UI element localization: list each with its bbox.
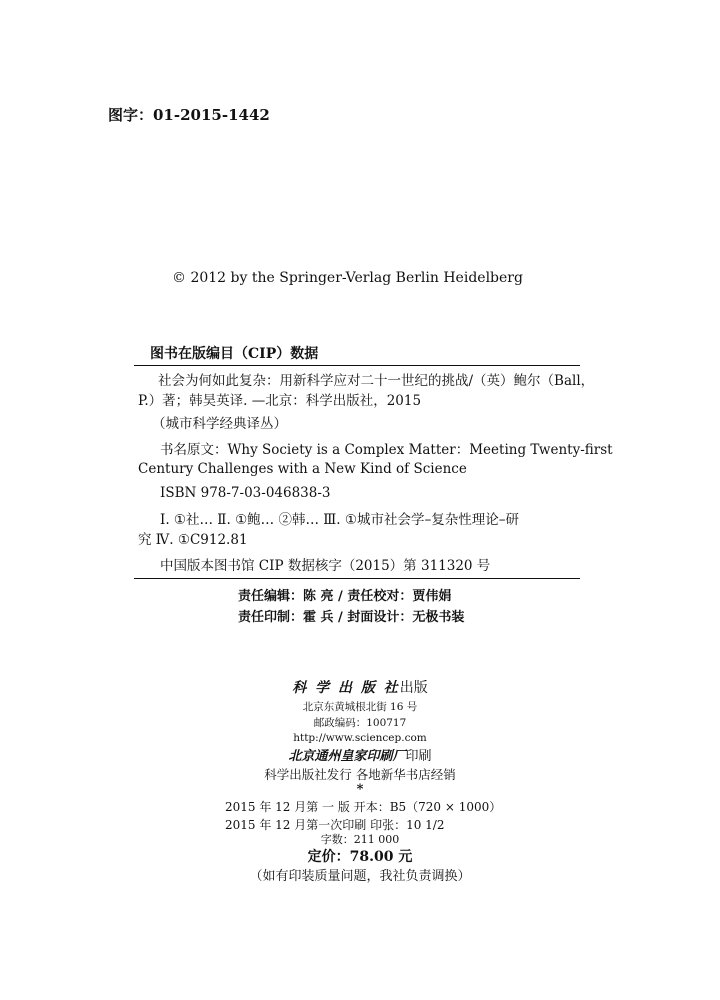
- publisher-name: 科 学 出 版 社: [292, 680, 400, 696]
- publisher-line: [0, 677, 720, 697]
- printer-suffix: 印刷: [405, 749, 432, 764]
- cip-data-number: 中国版本图书馆 CIP 数据核字（2015）第 311320 号: [160, 558, 491, 574]
- cip-isbn: ISBN 978-7-03-046838-3: [160, 485, 331, 501]
- printer-name: 北京通州皇家印刷厂: [288, 749, 406, 764]
- distribution-line: 科学出版社发行 各地新华书店经销: [264, 767, 456, 782]
- copyright-notice: © 2012 by the Springer-Verlag Berlin Heidelberg: [172, 270, 523, 286]
- credits-line2: 责任印制：霍 兵 / 封面设计：无极书装: [238, 610, 465, 625]
- cip-heading: 图书在版编目（CIP）数据: [150, 346, 319, 362]
- publisher-url: http://www.sciencep.com: [293, 732, 427, 744]
- separator-asterisk: *: [356, 782, 364, 797]
- price: 定价：78.00 元: [307, 849, 413, 865]
- word-count: 字数：211 000: [320, 833, 400, 846]
- printing-line: 2015 年 12 月第一次印刷 印张：10 1/2: [225, 818, 445, 832]
- cip-top-rule: [134, 365, 580, 366]
- cip-bottom-rule: [134, 578, 580, 579]
- cip-series: （城市科学经典译丛）: [152, 416, 287, 432]
- publisher-postcode: 邮政编码：100717: [313, 717, 407, 729]
- cip-original-title-line1: 书名原文：Why Society is a Complex Matter：Meeting Twenty-first: [160, 442, 613, 458]
- cip-subjects-line2: 究 Ⅳ. ①C912.81: [138, 532, 248, 548]
- cip-subjects-line1: Ⅰ. ①社… Ⅱ. ①鲍… ②韩… Ⅲ. ①城市社会学–复杂性理论–研: [160, 512, 519, 528]
- credits-line1: 责任编辑：陈 亮 / 责任校对：贾伟娟: [238, 589, 452, 604]
- registration-number: 图字：01-2015-1442: [108, 106, 270, 124]
- publisher-suffix: 出版: [399, 680, 428, 696]
- quality-notice: （如有印装质量问题，我社负责调换）: [249, 869, 471, 884]
- cip-entry-line2: P.）著；韩昊英译. —北京：科学出版社，2015: [138, 393, 422, 409]
- printer-line: [0, 745, 720, 764]
- cip-original-title-line2: Century Challenges with a New Kind of Science: [138, 461, 467, 477]
- edition-line: 2015 年 12 月第 一 版 开本：B5（720 × 1000）: [225, 800, 502, 814]
- publisher-address: 北京东黄城根北街 16 号: [302, 701, 418, 713]
- cip-entry-line1: 社会为何如此复杂：用新科学应对二十一世纪的挑战/（英）鲍尔（Ball，: [158, 373, 595, 389]
